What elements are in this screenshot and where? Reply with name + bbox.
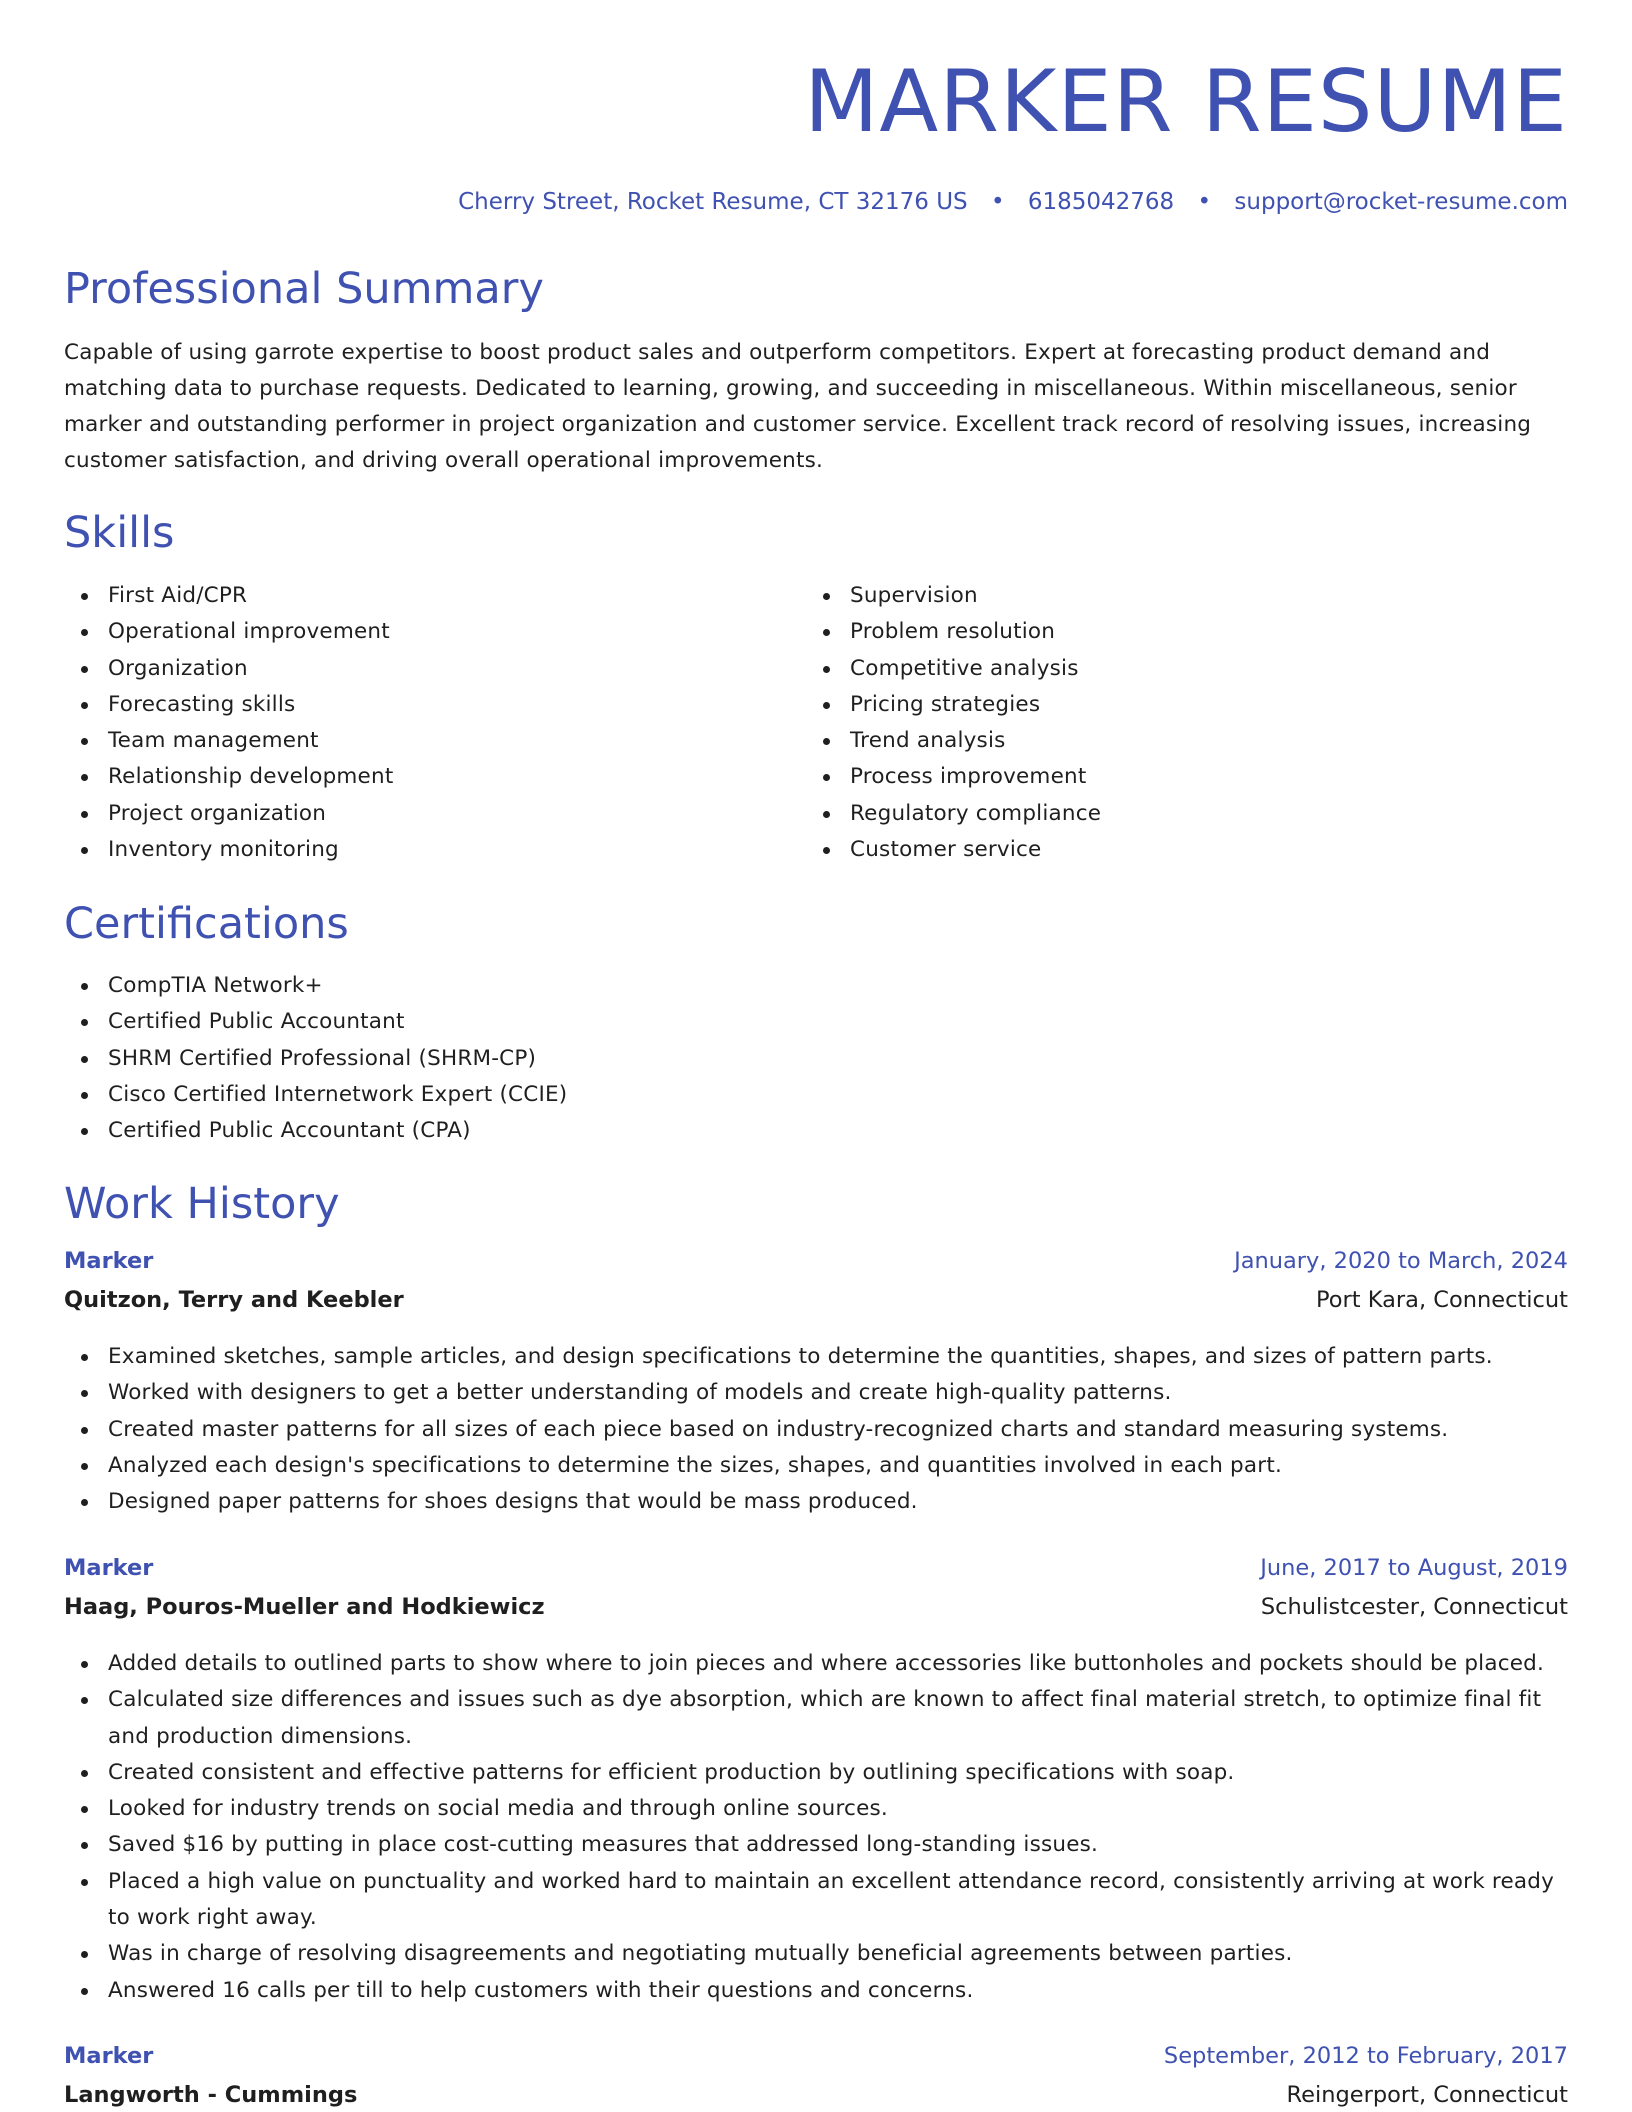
job-entry (64, 1248, 1568, 1520)
job-title-row (64, 2043, 1568, 2082)
job-duty: Designed paper patterns for shoes designs that would be mass produced. (64, 1484, 1568, 1520)
job-company: Haag, Pouros-Mueller and Hodkiewicz (64, 1594, 545, 1620)
certifications-heading: Certifications (64, 899, 349, 949)
contact-line (458, 186, 1568, 218)
job-title: Marker (64, 1248, 154, 1274)
skill-item: Customer service (806, 832, 1548, 868)
contact-separator: • (1197, 189, 1212, 215)
job-duty: Worked with designers to get a better understanding of models and create high-quality patterns. (64, 1375, 1568, 1411)
job-location: Port Kara, Connecticut (1316, 1287, 1568, 1313)
job-title-row (64, 1248, 1568, 1287)
skill-item: Project organization (64, 796, 806, 832)
certification-item: Cisco Certified Internetwork Expert (CCIE) (64, 1077, 1568, 1113)
job-company-row (64, 1594, 1568, 1633)
skill-item: Supervision (806, 578, 1548, 614)
job-company-row (64, 1287, 1568, 1326)
contact-email: support@rocket-resume.com (1234, 189, 1568, 215)
certification-item: CompTIA Network+ (64, 968, 1568, 1004)
resume-name: MARKER RESUME (804, 52, 1568, 152)
job-duty: Looked for industry trends on social media and through online sources. (64, 1791, 1568, 1827)
job-title: Marker (64, 1555, 154, 1581)
skill-item: Inventory monitoring (64, 832, 806, 868)
contact-phone: 6185042768 (1027, 189, 1175, 215)
job-duty: Placed a high value on punctuality and worked hard to maintain an excellent attendance record, consistently arriving at work ready to work right away. (64, 1864, 1568, 1937)
job-company: Langworth - Cummings (64, 2082, 358, 2108)
skill-item: Process improvement (806, 759, 1548, 795)
skill-item: Relationship development (64, 759, 806, 795)
job-location: Schulistcester, Connecticut (1260, 1594, 1568, 1620)
job-duty: Created consistent and effective patterns for efficient production by outlining specifications with soap. (64, 1755, 1568, 1791)
skill-item: First Aid/CPR (64, 578, 806, 614)
certification-item: Certified Public Accountant (64, 1004, 1568, 1040)
certification-item: Certified Public Accountant (CPA) (64, 1113, 1568, 1149)
skills-columns (64, 578, 1568, 868)
job-entry (64, 1555, 1568, 2009)
contact-address: Cherry Street, Rocket Resume, CT 32176 US (458, 189, 968, 215)
job-dates: September, 2012 to February, 2017 (1163, 2043, 1568, 2069)
work-history-heading: Work History (64, 1179, 340, 1229)
job-title: Marker (64, 2043, 154, 2069)
job-dates: January, 2020 to March, 2024 (1234, 1248, 1568, 1274)
skills-heading: Skills (64, 508, 175, 558)
summary-text: Capable of using garrote expertise to boost product sales and outperform competitors. Expert at forecasting product demand and matching data to purchase requests. Dedicated to learning, growing, and succeeding in miscellaneous. Within miscellaneous, senior marker and outstanding performer in project organization and customer service. Excellent track record of resolving issues, increasing customer satisfaction, and driving overall operational improvements. (64, 340, 1532, 473)
job-company: Quitzon, Terry and Keebler (64, 1287, 404, 1313)
skill-item: Team management (64, 723, 806, 759)
job-duty: Examined sketches, sample articles, and design specifications to determine the quantities, shapes, and sizes of pattern parts. (64, 1339, 1568, 1375)
job-duties-list (64, 1339, 1568, 1520)
skill-item: Organization (64, 651, 806, 687)
job-duty: Added details to outlined parts to show where to join pieces and where accessories like buttonholes and pockets should be placed. (64, 1646, 1568, 1682)
skill-item: Forecasting skills (64, 687, 806, 723)
skill-item: Pricing strategies (806, 687, 1548, 723)
job-company-row (64, 2082, 1568, 2112)
skill-item: Problem resolution (806, 614, 1548, 650)
contact-separator: • (990, 189, 1005, 215)
job-duty: Saved $16 by putting in place cost-cutting measures that addressed long-standing issues. (64, 1827, 1568, 1863)
job-entry (64, 2043, 1568, 2112)
job-dates: June, 2017 to August, 2019 (1260, 1555, 1568, 1581)
job-duty: Answered 16 calls per till to help customers with their questions and concerns. (64, 1973, 1568, 2009)
skills-list-right (806, 578, 1548, 868)
skills-list-left (64, 578, 806, 868)
skill-item: Trend analysis (806, 723, 1548, 759)
job-title-row (64, 1555, 1568, 1594)
job-duties-list (64, 1646, 1568, 2009)
certification-item: SHRM Certified Professional (SHRM-CP) (64, 1041, 1568, 1077)
job-location: Reingerport, Connecticut (1286, 2082, 1568, 2108)
skill-item: Regulatory compliance (806, 796, 1548, 832)
skill-item: Competitive analysis (806, 651, 1548, 687)
job-duty: Created master patterns for all sizes of each piece based on industry-recognized charts and standard measuring systems. (64, 1412, 1568, 1448)
job-duty: Was in charge of resolving disagreements and negotiating mutually beneficial agreements between parties. (64, 1936, 1568, 1972)
job-duty: Analyzed each design's specifications to determine the sizes, shapes, and quantities involved in each part. (64, 1448, 1568, 1484)
skill-item: Operational improvement (64, 614, 806, 650)
certifications-list (64, 968, 1568, 1149)
job-duty: Calculated size differences and issues such as dye absorption, which are known to affect final material stretch, to optimize final fit and production dimensions. (64, 1682, 1568, 1755)
summary-heading: Professional Summary (64, 264, 544, 314)
